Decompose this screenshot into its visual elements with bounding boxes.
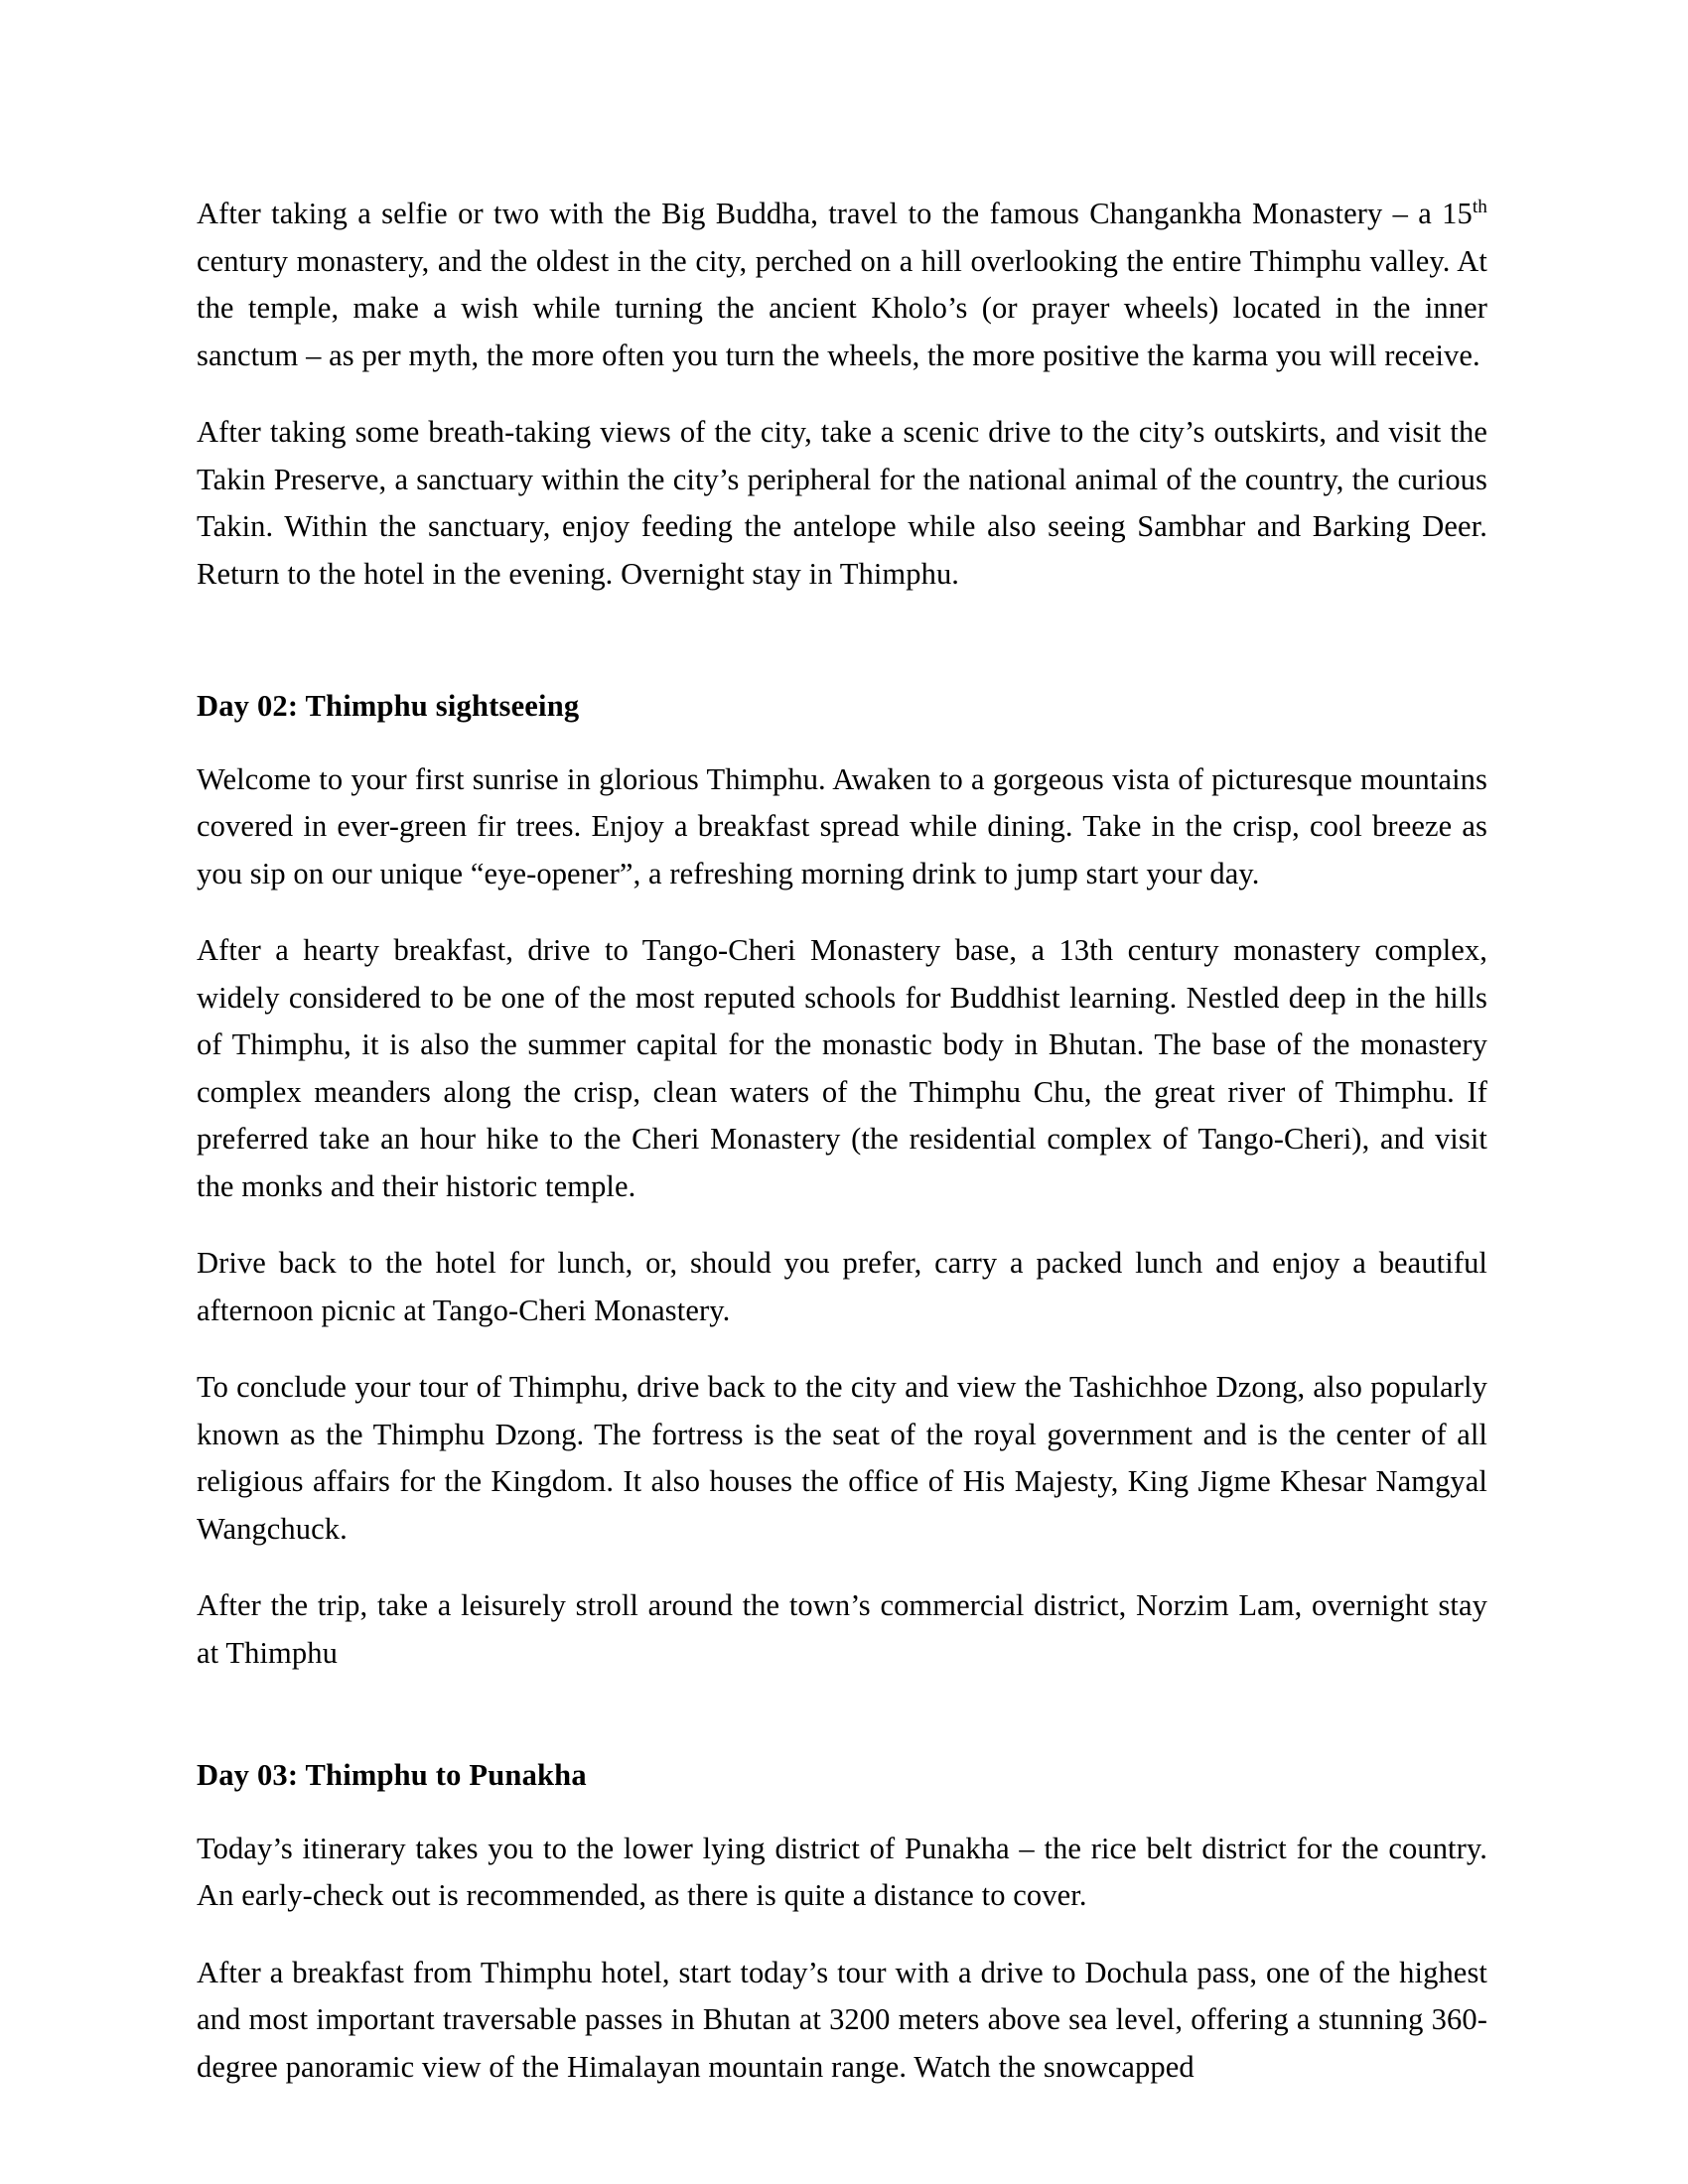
- heading-day-02: Day 02: Thimphu sightseeing: [197, 689, 580, 723]
- paragraph-tango-cheri-monastery: After a hearty breakfast, drive to Tango-Cheri Monastery base, a 13th century monastery complex, widely considered to be one of the most reputed schools for Buddhist learning. Nestled deep in the hills of Thimphu, it is also the summer capital for the monastic body in Bhutan. The base of the monastery complex meanders along the crisp, clean waters of the Thimphu Chu, the great river of Thimphu. If preferred take an hour hike to the Cheri Monastery (the residential complex of Tango-Cheri), and visit the monks and their historic temple.: [197, 933, 1487, 1203]
- paragraph-takin-preserve: After taking some breath-taking views of the city, take a scenic drive to the city’s outskirts, and visit the Takin Preserve, a sanctuary within the city’s peripheral for the national animal of the country, the curious Takin. Within the sanctuary, enjoy feeding the antelope while also seeing Sambhar and Barking Deer. Return to the hotel in the evening. Overnight stay in Thimphu.: [197, 415, 1487, 591]
- paragraph-norzim-lam-stroll: After the trip, take a leisurely stroll around the town’s commercial district, Norzim Lam, overnight stay at Thimphu: [197, 1588, 1487, 1670]
- paragraph-punakha-itinerary: Today’s itinerary takes you to the lower lying district of Punakha – the rice belt district for the country. An early-check out is recommended, as there is quite a distance to cover.: [197, 1831, 1487, 1912]
- paragraph-text-segment: After taking a selfie or two with the Big Buddha, travel to the famous Changankha Monastery – a 15: [197, 197, 1473, 230]
- ordinal-suffix: th: [1472, 196, 1487, 217]
- paragraph-welcome-sunrise: Welcome to your first sunrise in glorious Thimphu. Awaken to a gorgeous vista of picturesque mountains covered in ever-green fir trees. Enjoy a breakfast spread while dining. Take in the crisp, cool breeze as you sip on our unique “eye-opener”, a refreshing morning drink to jump start your day.: [197, 761, 1487, 890]
- paragraph-changankha-monastery: [197, 191, 1487, 379]
- paragraph-text-segment: century monastery, and the oldest in the city, perched on a hill overlooking the entire Thimphu valley. At the temple, make a wish while turning the ancient Kholo’s (or prayer wheels) located in the inner sanctum – as per myth, the more often you turn the wheels, the more positive the karma you will receive.: [197, 243, 1487, 372]
- paragraph-dochula-pass: After a breakfast from Thimphu hotel, start today’s tour with a drive to Dochula pass, one of the highest and most important traversable passes in Bhutan at 3200 meters above sea level, offering a stunning 360-degree panoramic view of the Himalayan mountain range. Watch the snowcapped: [197, 1955, 1487, 2084]
- section-spacer: [197, 627, 1487, 683]
- heading-day-03: Day 03: Thimphu to Punakha: [197, 1758, 587, 1792]
- paragraph-tashichhoe-dzong: To conclude your tour of Thimphu, drive back to the city and view the Tashichhoe Dzong, also popularly known as the Thimphu Dzong. The fortress is the seat of the royal government and is the center of all religious affairs for the Kingdom. It also houses the office of His Majesty, King Jigme Khesar Namgyal Wangchuck.: [197, 1370, 1487, 1546]
- section-spacer: [197, 1706, 1487, 1752]
- page-body-text-column: [197, 191, 1487, 2091]
- paragraph-lunch-picnic: Drive back to the hotel for lunch, or, should you prefer, carry a packed lunch and enjoy a beautiful afternoon picnic at Tango-Cheri Monastery.: [197, 1246, 1487, 1327]
